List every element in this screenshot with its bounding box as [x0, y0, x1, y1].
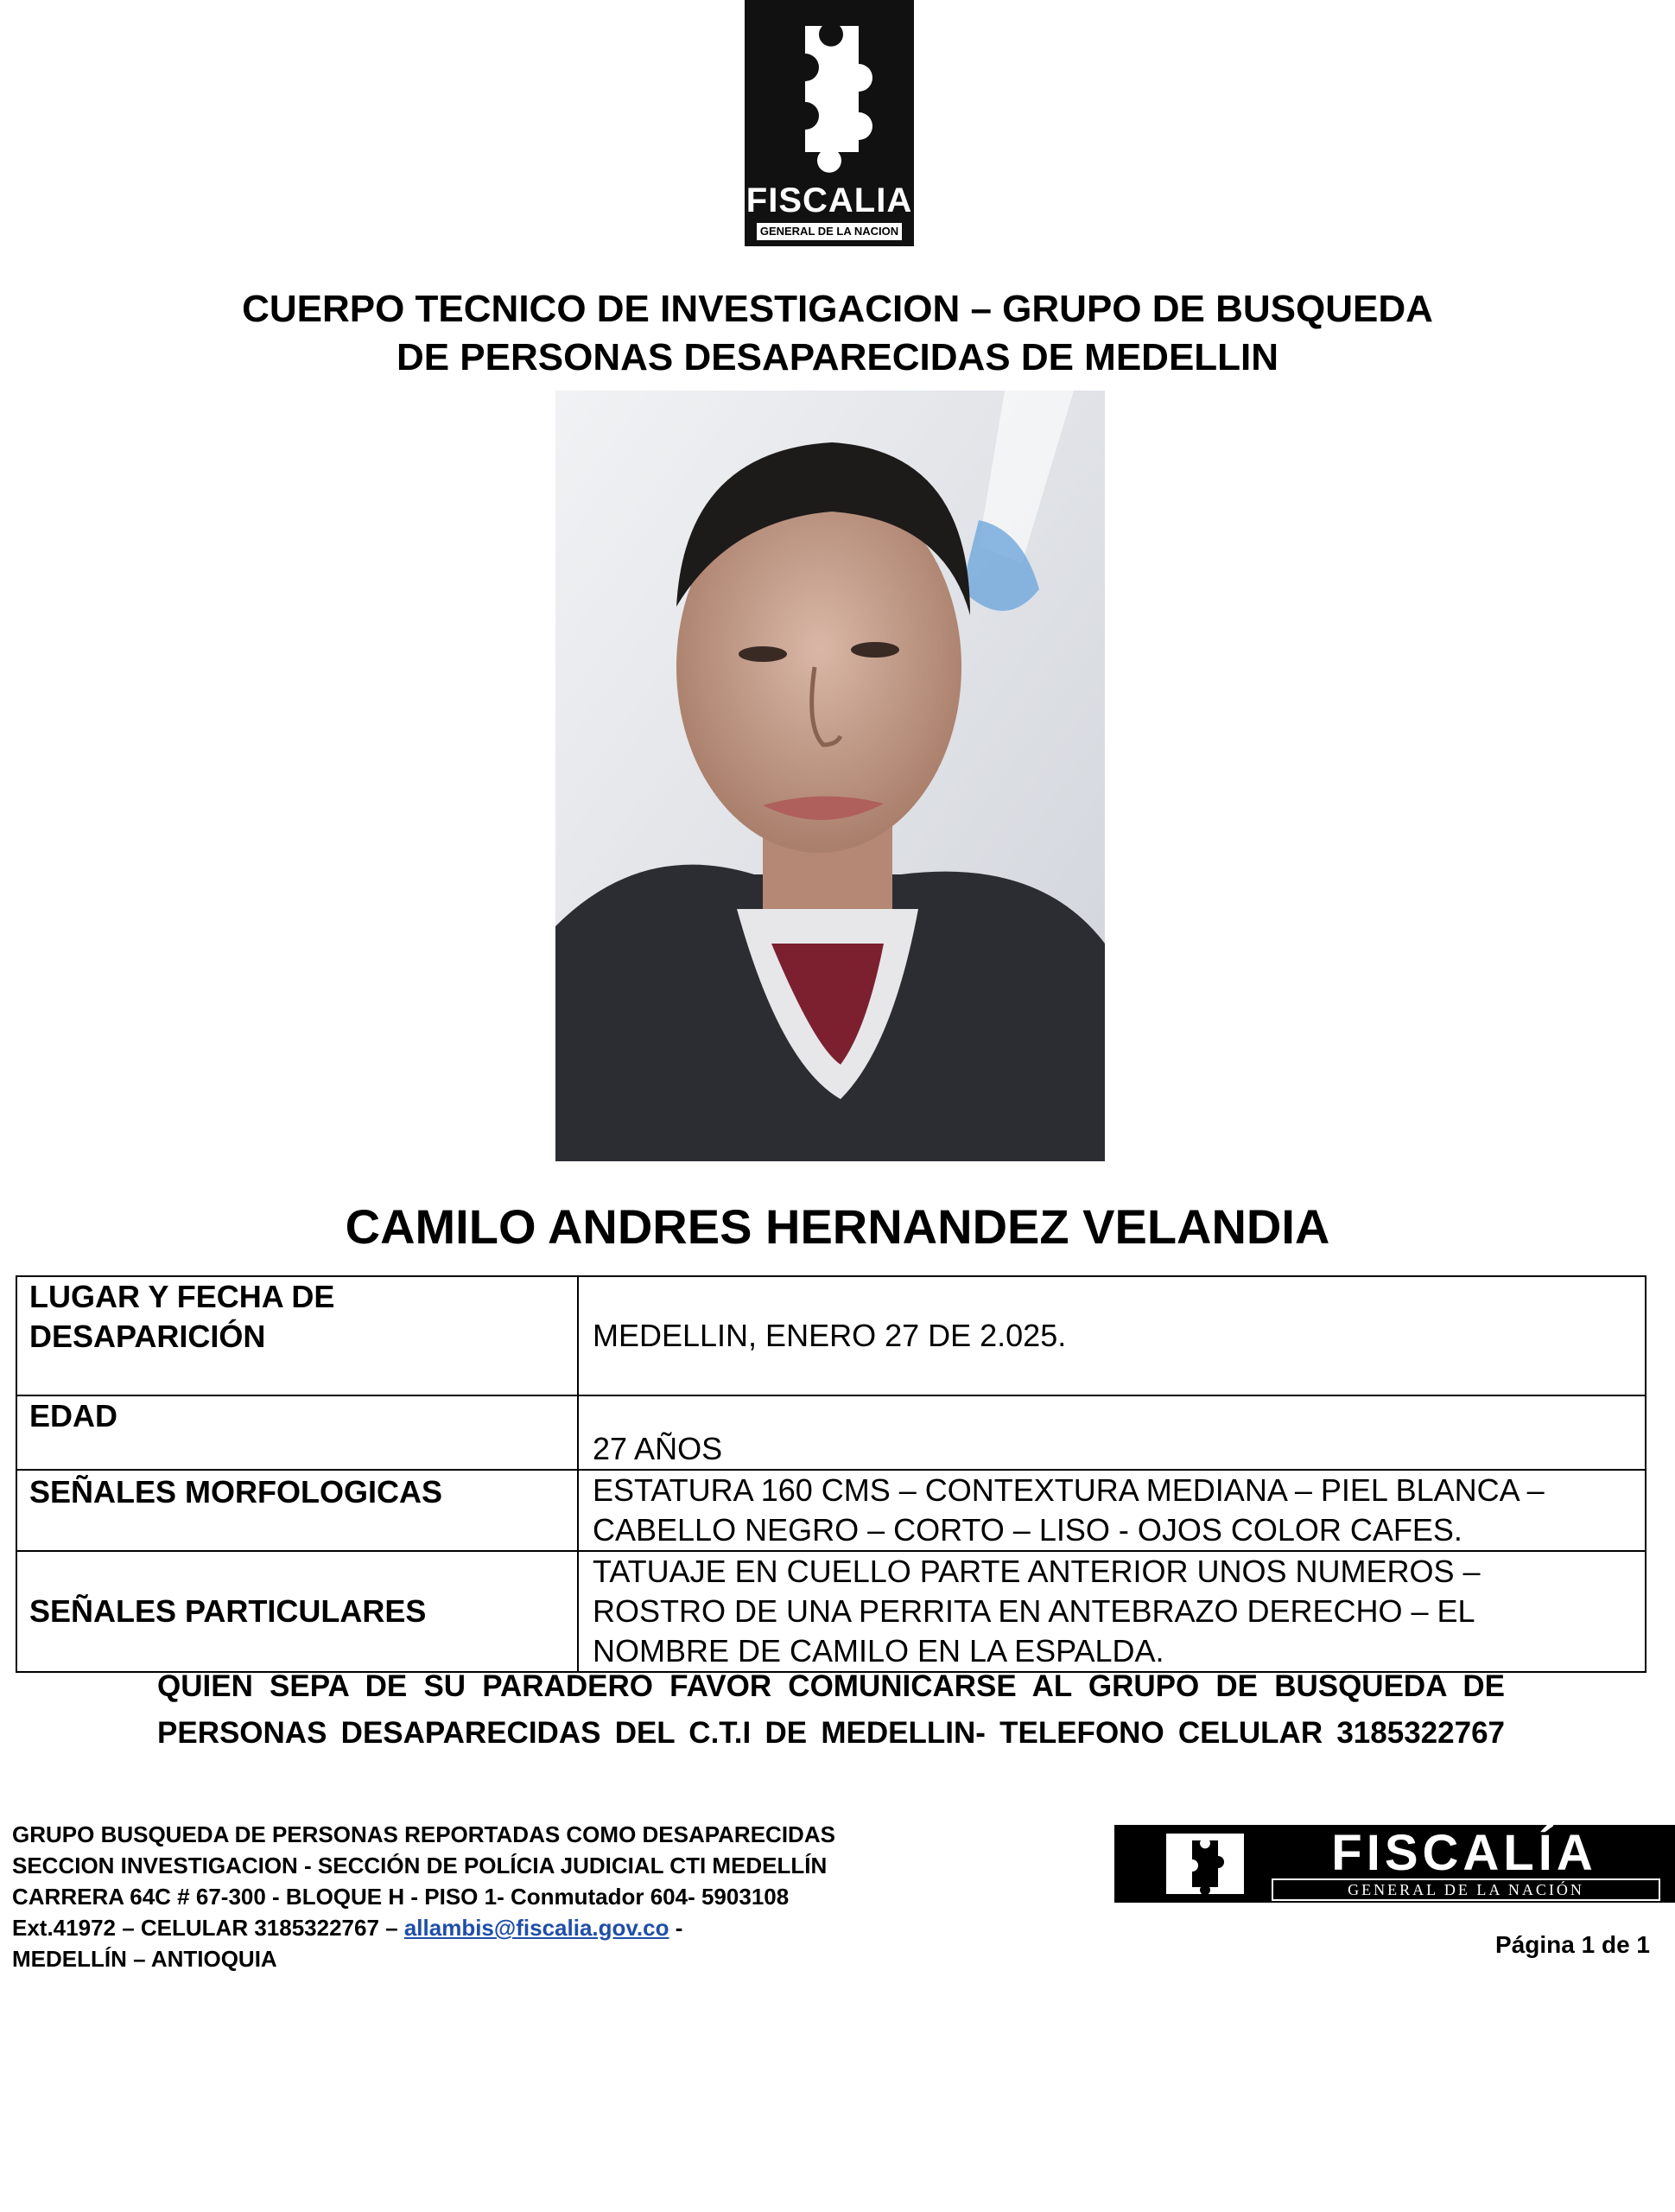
title-line-2: DE PERSONAS DESAPARECIDAS DE MEDELLIN — [396, 336, 1279, 378]
email-link[interactable]: allambis@fiscalia.gov.co — [403, 1915, 669, 1941]
logo-wordmark: FISCALIA — [746, 181, 913, 219]
table-row — [16, 1551, 1646, 1672]
label-disappearance: LUGAR Y FECHA DE DESAPARICIÓN — [16, 1276, 578, 1395]
cta-line-2: PERSONAS DESAPARECIDAS DEL C.T.I DE MEDELLIN- TELEFONO CELULAR 3185322767 — [157, 1716, 1505, 1750]
footer-contact: GRUPO BUSQUEDA DE PERSONAS REPORTADAS COMO DESAPARECIDAS SECCION INVESTIGACION - SECCIÓN DE POLÍCIA JUDICIAL CTI MEDELLÍN CARRERA 64C # 67-300 - BLOQUE H - PISO 1- Conmutador 604- 5903108 Ext.41972 – CELULAR 3185322767 – allambis@fiscalia.gov.co - MEDELLÍN – ANTIOQUIA — [12, 1821, 835, 1972]
value-morphological: ESTATURA 160 CMS – CONTEXTURA MEDIANA – PIEL BLANCA – CABELLO NEGRO – CORTO – LISO - OJOS COLOR CAFES. — [578, 1470, 1646, 1551]
puzzle-icon — [745, 0, 914, 177]
table-row — [16, 1276, 1646, 1395]
label-age: EDAD — [16, 1395, 578, 1470]
fiscalia-logo — [745, 0, 914, 246]
person-name: CAMILO ANDRES HERNANDEZ VELANDIA — [345, 1199, 1330, 1254]
table-row — [16, 1395, 1646, 1470]
value-disappearance: MEDELLIN, ENERO 27 DE 2.025. — [578, 1276, 1646, 1395]
value-age: 27 AÑOS — [578, 1395, 1646, 1470]
value-particular: TATUAJE EN CUELLO PARTE ANTERIOR UNOS NUMEROS – ROSTRO DE UNA PERRITA EN ANTEBRAZO DERECHO – EL NOMBRE DE CAMILO EN LA ESPALDA. — [578, 1551, 1646, 1672]
call-to-action — [157, 1663, 1505, 1757]
footer-logo-wordmark: FISCALÍA — [1331, 1825, 1597, 1881]
cta-line-1: QUIEN SEPA DE SU PARADERO FAVOR COMUNICARSE AL GRUPO DE BUSQUEDA DE — [157, 1669, 1505, 1703]
puzzle-icon — [1166, 1834, 1244, 1894]
details-table — [16, 1275, 1646, 1673]
label-morphological: SEÑALES MORFOLOGICAS — [16, 1470, 578, 1551]
footer-fiscalia-logo — [1114, 1825, 1675, 1903]
logo-subtitle: GENERAL DE LA NACION — [757, 223, 902, 240]
page-title — [0, 285, 1675, 382]
title-line-1: CUERPO TECNICO DE INVESTIGACION – GRUPO DE BUSQUEDA — [242, 288, 1433, 330]
table-row — [16, 1470, 1646, 1551]
footer-logo-subtitle: GENERAL DE LA NACIÓN — [1272, 1878, 1660, 1901]
label-particular: SEÑALES PARTICULARES — [16, 1551, 578, 1672]
person-photo — [555, 391, 1105, 1161]
page-number: Página 1 de 1 — [1495, 1931, 1650, 1958]
